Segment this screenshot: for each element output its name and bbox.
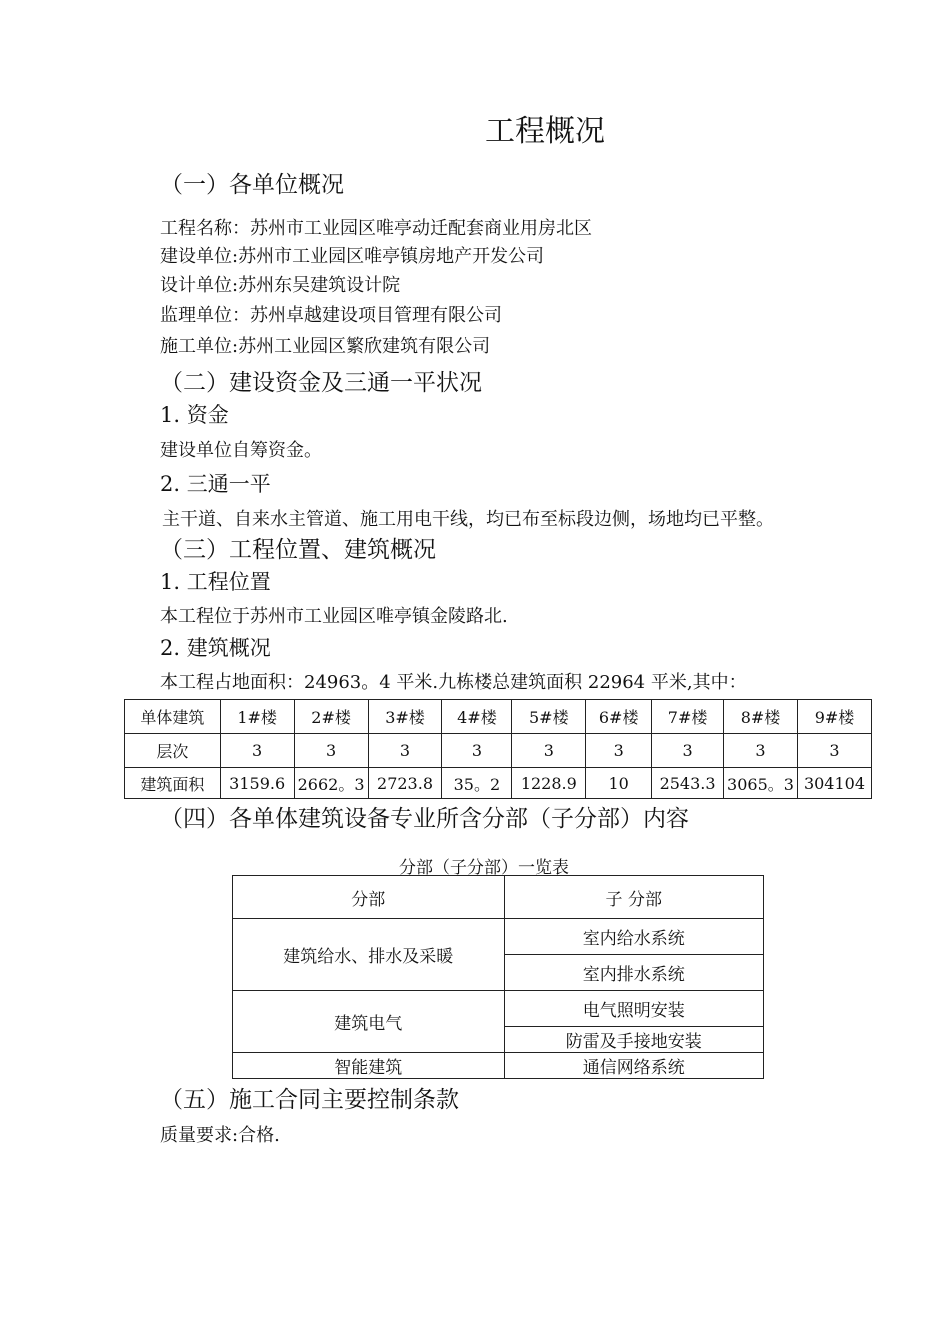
table-row bbox=[233, 1053, 764, 1079]
table-cell: 2662。3 bbox=[294, 768, 368, 799]
table-cell: 7#楼 bbox=[652, 700, 724, 734]
table-row bbox=[233, 919, 764, 955]
table-header-row bbox=[233, 876, 764, 919]
table-cell: 层次 bbox=[125, 734, 221, 768]
client-line: 建设单位:苏州市工业园区唯亭镇房地产开发公司 bbox=[160, 246, 545, 267]
table-cell: 3 bbox=[512, 734, 586, 768]
division-cell: 建筑给水、排水及采暖 bbox=[233, 919, 505, 991]
section-3-text2: 本工程占地面积：24963。4 平米.九栋楼总建筑面积 22964 平米,其中： bbox=[160, 672, 747, 693]
subdivision-cell: 防雷及手接地安装 bbox=[504, 1027, 764, 1053]
table-cell: 3#楼 bbox=[368, 700, 442, 734]
section-3-text1: 本工程位于苏州市工业园区唯亭镇金陵路北. bbox=[160, 606, 508, 627]
table-cell: 8#楼 bbox=[724, 700, 798, 734]
header-division: 分部 bbox=[233, 876, 505, 919]
table-cell: 1#楼 bbox=[220, 700, 294, 734]
table-cell: 3159.6 bbox=[220, 768, 294, 799]
table-cell: 3 bbox=[220, 734, 294, 768]
table-cell: 2#楼 bbox=[294, 700, 368, 734]
table-cell: 2543.3 bbox=[652, 768, 724, 799]
table-row bbox=[233, 991, 764, 1027]
section-4-heading: （四）各单体建筑设备专业所含分部（子分部）内容 bbox=[160, 806, 689, 832]
section-2-sub2: 2. 三通一平 bbox=[160, 472, 271, 496]
table-cell: 3 bbox=[368, 734, 442, 768]
table-caption: 分部（子分部）一览表 bbox=[399, 858, 569, 878]
page-title: 工程概况 bbox=[485, 114, 605, 149]
designer-line: 设计单位:苏州东吴建筑设计院 bbox=[160, 275, 401, 296]
quality-requirement: 质量要求:合格. bbox=[160, 1125, 280, 1146]
building-table bbox=[124, 699, 872, 799]
subdivision-cell: 室内给水系统 bbox=[504, 919, 764, 955]
section-3-heading: （三）工程位置、建筑概况 bbox=[160, 537, 436, 563]
table-cell: 5#楼 bbox=[512, 700, 586, 734]
supervisor-line: 监理单位：苏州卓越建设项目管理有限公司 bbox=[160, 305, 502, 326]
section-5-heading: （五）施工合同主要控制条款 bbox=[160, 1087, 459, 1113]
section-3-sub1: 1. 工程位置 bbox=[160, 570, 271, 594]
division-table bbox=[232, 875, 764, 1079]
division-cell: 建筑电气 bbox=[233, 991, 505, 1053]
table-cell: 4#楼 bbox=[442, 700, 512, 734]
table-cell: 3 bbox=[724, 734, 798, 768]
floors-row bbox=[125, 734, 872, 768]
section-2-text2: 主干道、自来水主管道、施工用电干线，均已布至标段边侧，场地均已平整。 bbox=[162, 509, 774, 530]
table-cell: 2723.8 bbox=[368, 768, 442, 799]
table-cell: 建筑面积 bbox=[125, 768, 221, 799]
table-cell: 9#楼 bbox=[797, 700, 871, 734]
table-cell: 3 bbox=[797, 734, 871, 768]
subdivision-cell: 室内排水系统 bbox=[504, 955, 764, 991]
contractor-line: 施工单位:苏州工业园区繁欣建筑有限公司 bbox=[160, 336, 491, 357]
building-header-row bbox=[125, 700, 872, 734]
subdivision-cell: 通信网络系统 bbox=[504, 1053, 764, 1079]
table-cell: 1228.9 bbox=[512, 768, 586, 799]
section-2-text1: 建设单位自筹资金。 bbox=[160, 440, 322, 461]
subdivision-cell: 电气照明安装 bbox=[504, 991, 764, 1027]
section-1-heading: （一）各单位概况 bbox=[160, 172, 344, 198]
table-cell: 6#楼 bbox=[586, 700, 652, 734]
table-cell: 3065。3 bbox=[724, 768, 798, 799]
table-cell: 10 bbox=[586, 768, 652, 799]
area-row bbox=[125, 768, 872, 799]
header-subdivision: 子 分部 bbox=[504, 876, 764, 919]
project-name-line: 工程名称：苏州市工业园区唯亭动迁配套商业用房北区 bbox=[160, 218, 592, 239]
table-cell: 3 bbox=[586, 734, 652, 768]
division-cell: 智能建筑 bbox=[233, 1053, 505, 1079]
section-2-sub1: 1. 资金 bbox=[160, 403, 229, 427]
table-cell: 35。2 bbox=[442, 768, 512, 799]
section-2-heading: （二）建设资金及三通一平状况 bbox=[160, 370, 482, 396]
table-cell: 单体建筑 bbox=[125, 700, 221, 734]
section-3-sub2: 2. 建筑概况 bbox=[160, 636, 271, 660]
table-cell: 3 bbox=[294, 734, 368, 768]
table-cell: 3 bbox=[442, 734, 512, 768]
table-cell: 3 bbox=[652, 734, 724, 768]
table-cell: 304104 bbox=[797, 768, 871, 799]
